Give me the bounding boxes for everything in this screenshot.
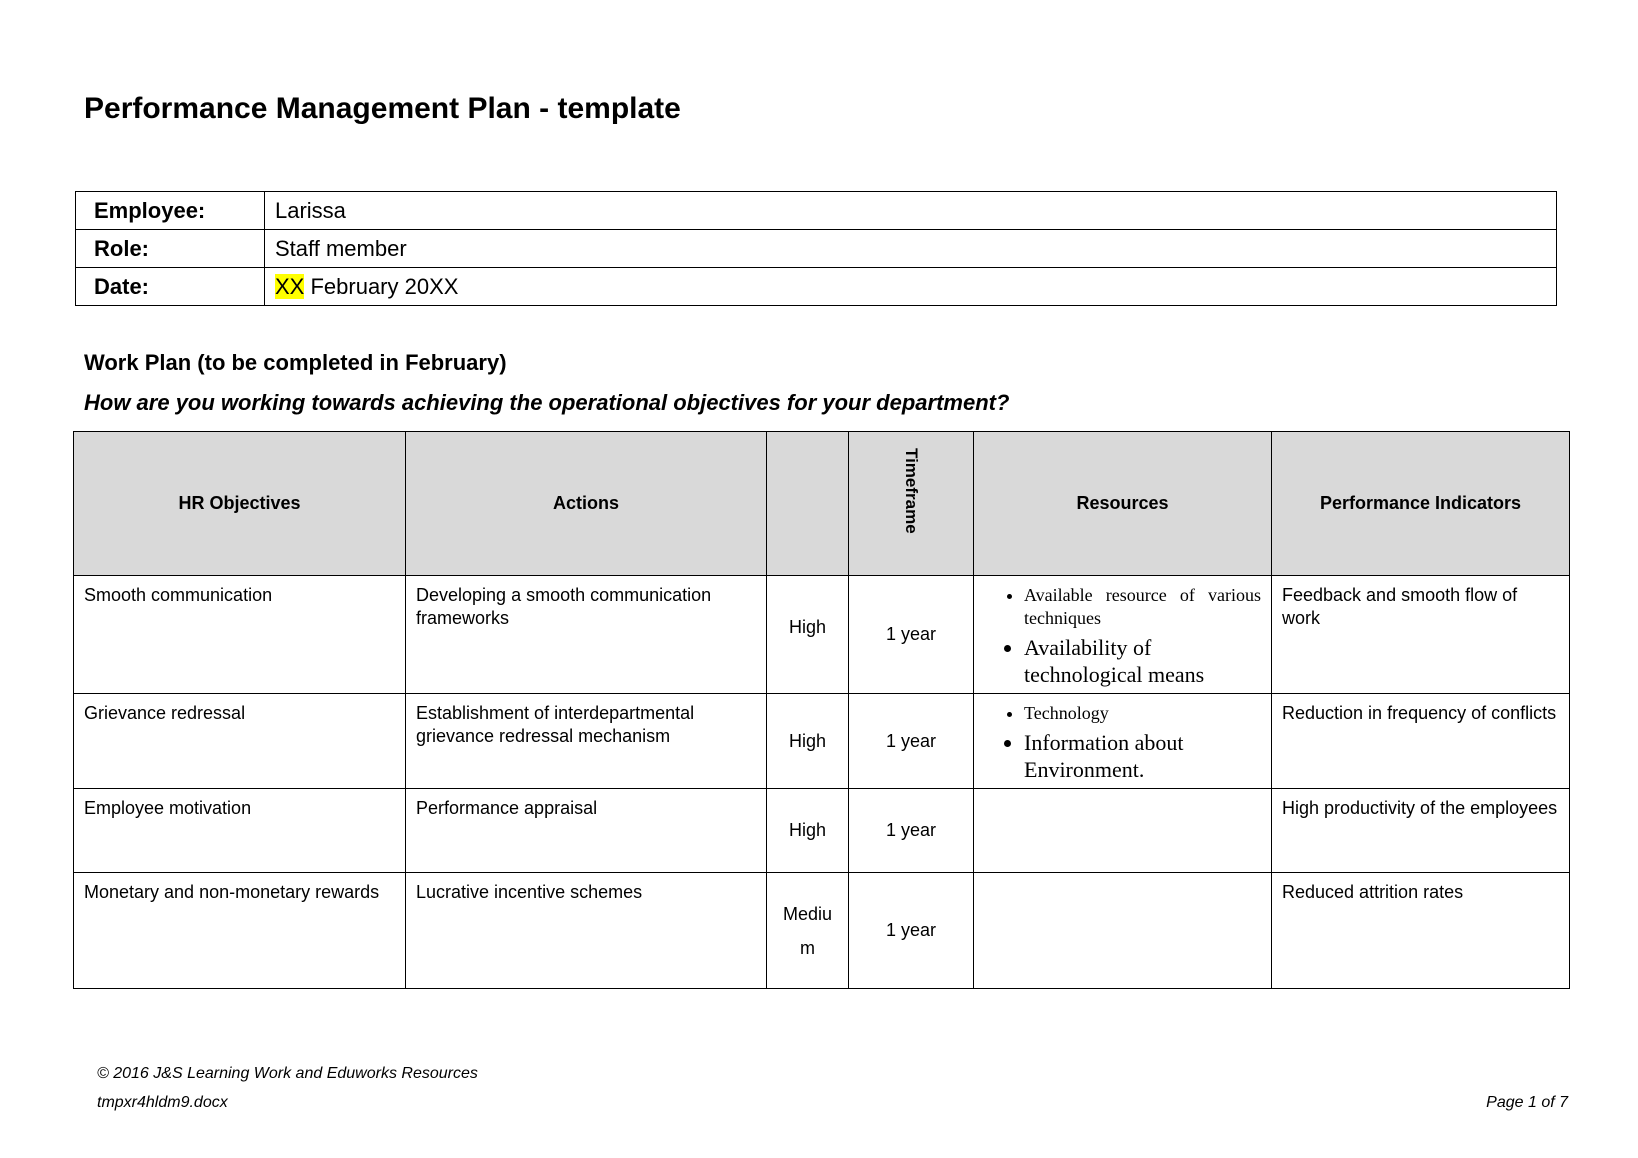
header-timeframe [849,432,974,576]
role-label: Role: [76,230,265,268]
indicator-cell: Reduced attrition rates [1272,873,1570,989]
role-value: Staff member [265,230,1557,268]
role-row [76,230,1557,268]
table-row [74,694,1570,789]
timeframe-cell: 1 year [849,873,974,989]
list-item: • Availability of technological means [1024,634,1261,688]
header-priority [767,432,849,576]
objective-cell: Grievance redressal [74,694,406,789]
timeframe-cell: 1 year [849,576,974,694]
indicator-cell: Reduction in frequency of conflicts [1272,694,1570,789]
priority-cell: High [767,789,849,873]
table-row [74,789,1570,873]
date-value [265,268,1557,306]
date-highlight-placeholder: XX [275,273,305,299]
list-item: • Technology [1024,702,1261,725]
footer-copyright: © 2016 J&S Learning Work and Eduworks Resources [97,1065,478,1082]
resources-cell [974,789,1272,873]
header-performance-indicators: Performance Indicators [1272,432,1570,576]
footer-page-number: Page 1 of 7 [1486,1094,1568,1111]
objective-cell: Smooth communication [74,576,406,694]
employee-value: Larissa [265,192,1557,230]
employee-label: Employee: [76,192,265,230]
resources-cell [974,576,1272,694]
indicator-cell: Feedback and smooth flow of work [1272,576,1570,694]
header-resources: Resources [974,432,1272,576]
action-cell: Developing a smooth communication frameworks [406,576,767,694]
work-plan-table [73,431,1570,989]
priority-cell: Mediu m [767,873,849,989]
list-item: • Available resource of various techniques [1024,584,1261,630]
objective-cell: Monetary and non-monetary rewards [74,873,406,989]
header-timeframe-label: Timeframe [902,448,921,534]
header-hr-objectives: HR Objectives [74,432,406,576]
employee-info-table [75,191,1557,306]
table-row [74,873,1570,989]
table-header-row [74,432,1570,576]
list-item: • Information about Environment. [1024,729,1261,783]
date-row [76,268,1557,306]
resources-cell [974,873,1272,989]
work-plan-question: How are you working towards achieving the operational objectives for your department? [84,390,1010,415]
timeframe-cell: 1 year [849,789,974,873]
resources-cell [974,694,1272,789]
timeframe-cell: 1 year [849,694,974,789]
resources-list [984,702,1261,783]
indicator-cell: High productivity of the employees [1272,789,1570,873]
action-cell: Establishment of interdepartmental grievance redressal mechanism [406,694,767,789]
work-plan-heading: Work Plan (to be completed in February) [84,350,507,375]
priority-cell: High [767,694,849,789]
header-actions: Actions [406,432,767,576]
resources-list [984,584,1261,688]
action-cell: Performance appraisal [406,789,767,873]
action-cell: Lucrative incentive schemes [406,873,767,989]
date-rest: February 20XX [304,273,459,299]
priority-cell: High [767,576,849,694]
footer-filename: tmpxr4hldm9.docx [97,1094,228,1111]
table-row [74,576,1570,694]
page-title: Performance Management Plan - template [84,92,681,125]
date-label: Date: [76,268,265,306]
objective-cell: Employee motivation [74,789,406,873]
employee-row [76,192,1557,230]
